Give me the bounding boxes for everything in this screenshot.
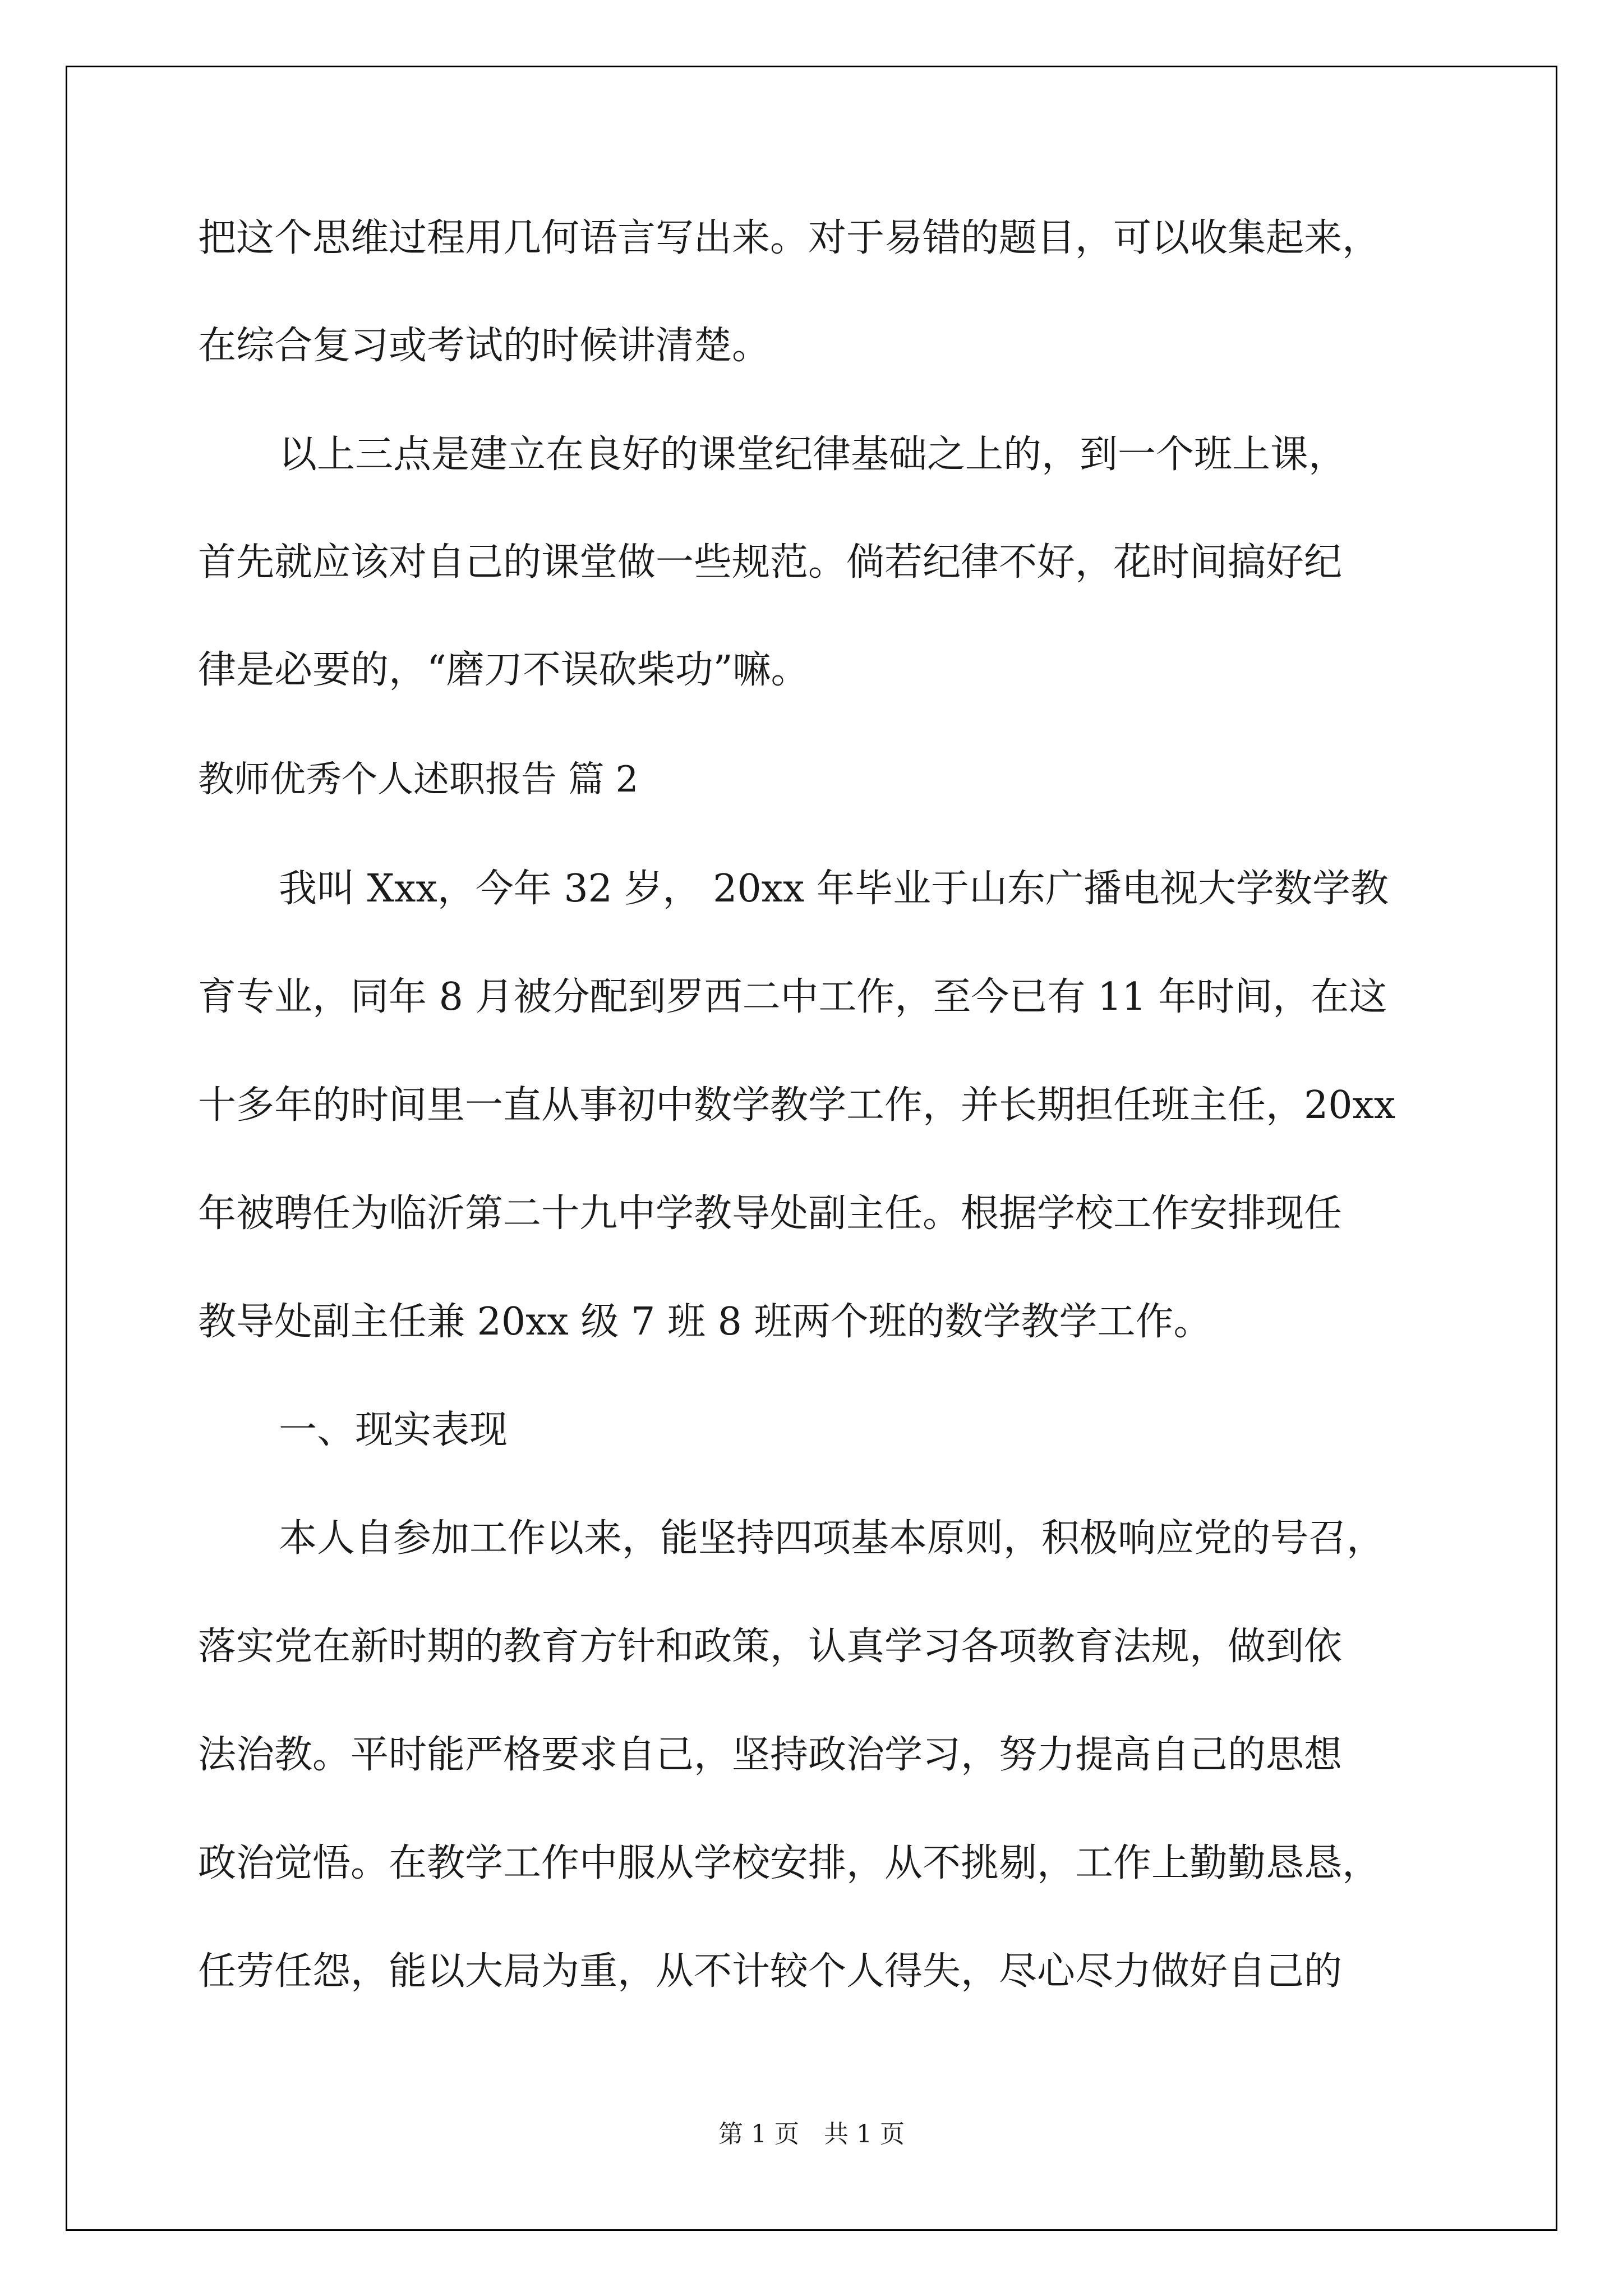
paragraph-line: 十多年的时间里一直从事初中数学教学工作，并长期担任班主任，20xx <box>198 1083 1396 1128</box>
paragraph-line: 律是必要的，“磨刀不误砍柴功”嘛。 <box>198 648 809 692</box>
section-heading: 教师优秀个人述职报告 篇 2 <box>198 759 639 800</box>
page-number: 第 1 页 <box>718 2120 799 2148</box>
page-border <box>66 66 1557 2231</box>
page-footer <box>0 2118 1623 2151</box>
paragraph-line: 在综合复习或考试的时候讲清楚。 <box>198 324 771 368</box>
paragraph-line: 年被聘任为临沂第二十九中学教导处副主任。根据学校工作安排现任 <box>198 1191 1343 1236</box>
paragraph-line: 法治教。平时能严格要求自己，坚持政治学习，努力提高自己的思想 <box>198 1733 1343 1777</box>
paragraph-line: 落实党在新时期的教育方针和政策，认真学习各项教育法规，做到依 <box>198 1625 1343 1669</box>
paragraph-line: 把这个思维过程用几何语言写出来。对于易错的题目，可以收集起来， <box>198 216 1381 260</box>
paragraph-line: 本人自参加工作以来，能坚持四项基本原则，积极响应党的号召， <box>279 1516 1385 1561</box>
page-total: 共 1 页 <box>824 2120 905 2148</box>
paragraph-line: 以上三点是建立在良好的课堂纪律基础之上的，到一个班上课， <box>279 432 1347 477</box>
paragraph-line: 首先就应该对自己的课堂做一些规范。倘若纪律不好，花时间搞好纪 <box>198 540 1343 585</box>
paragraph-line: 我叫 Xxx，今年 32 岁， 20xx 年毕业于山东广播电视大学数学教 <box>279 867 1389 911</box>
paragraph-line: 任劳任怨，能以大局为重，从不计较个人得失，尽心尽力做好自己的 <box>198 1949 1343 1994</box>
paragraph-line: 教导处副主任兼 20xx 级 7 班 8 班两个班的数学教学工作。 <box>198 1300 1212 1344</box>
paragraph-line: 育专业，同年 8 月被分配到罗西二中工作，至今已有 11 年时间，在这 <box>198 975 1387 1019</box>
paragraph-line: 政治觉悟。在教学工作中服从学校安排，从不挑剔，工作上勤勤恳恳， <box>198 1841 1381 1885</box>
subsection-heading: 一、现实表现 <box>279 1408 508 1452</box>
